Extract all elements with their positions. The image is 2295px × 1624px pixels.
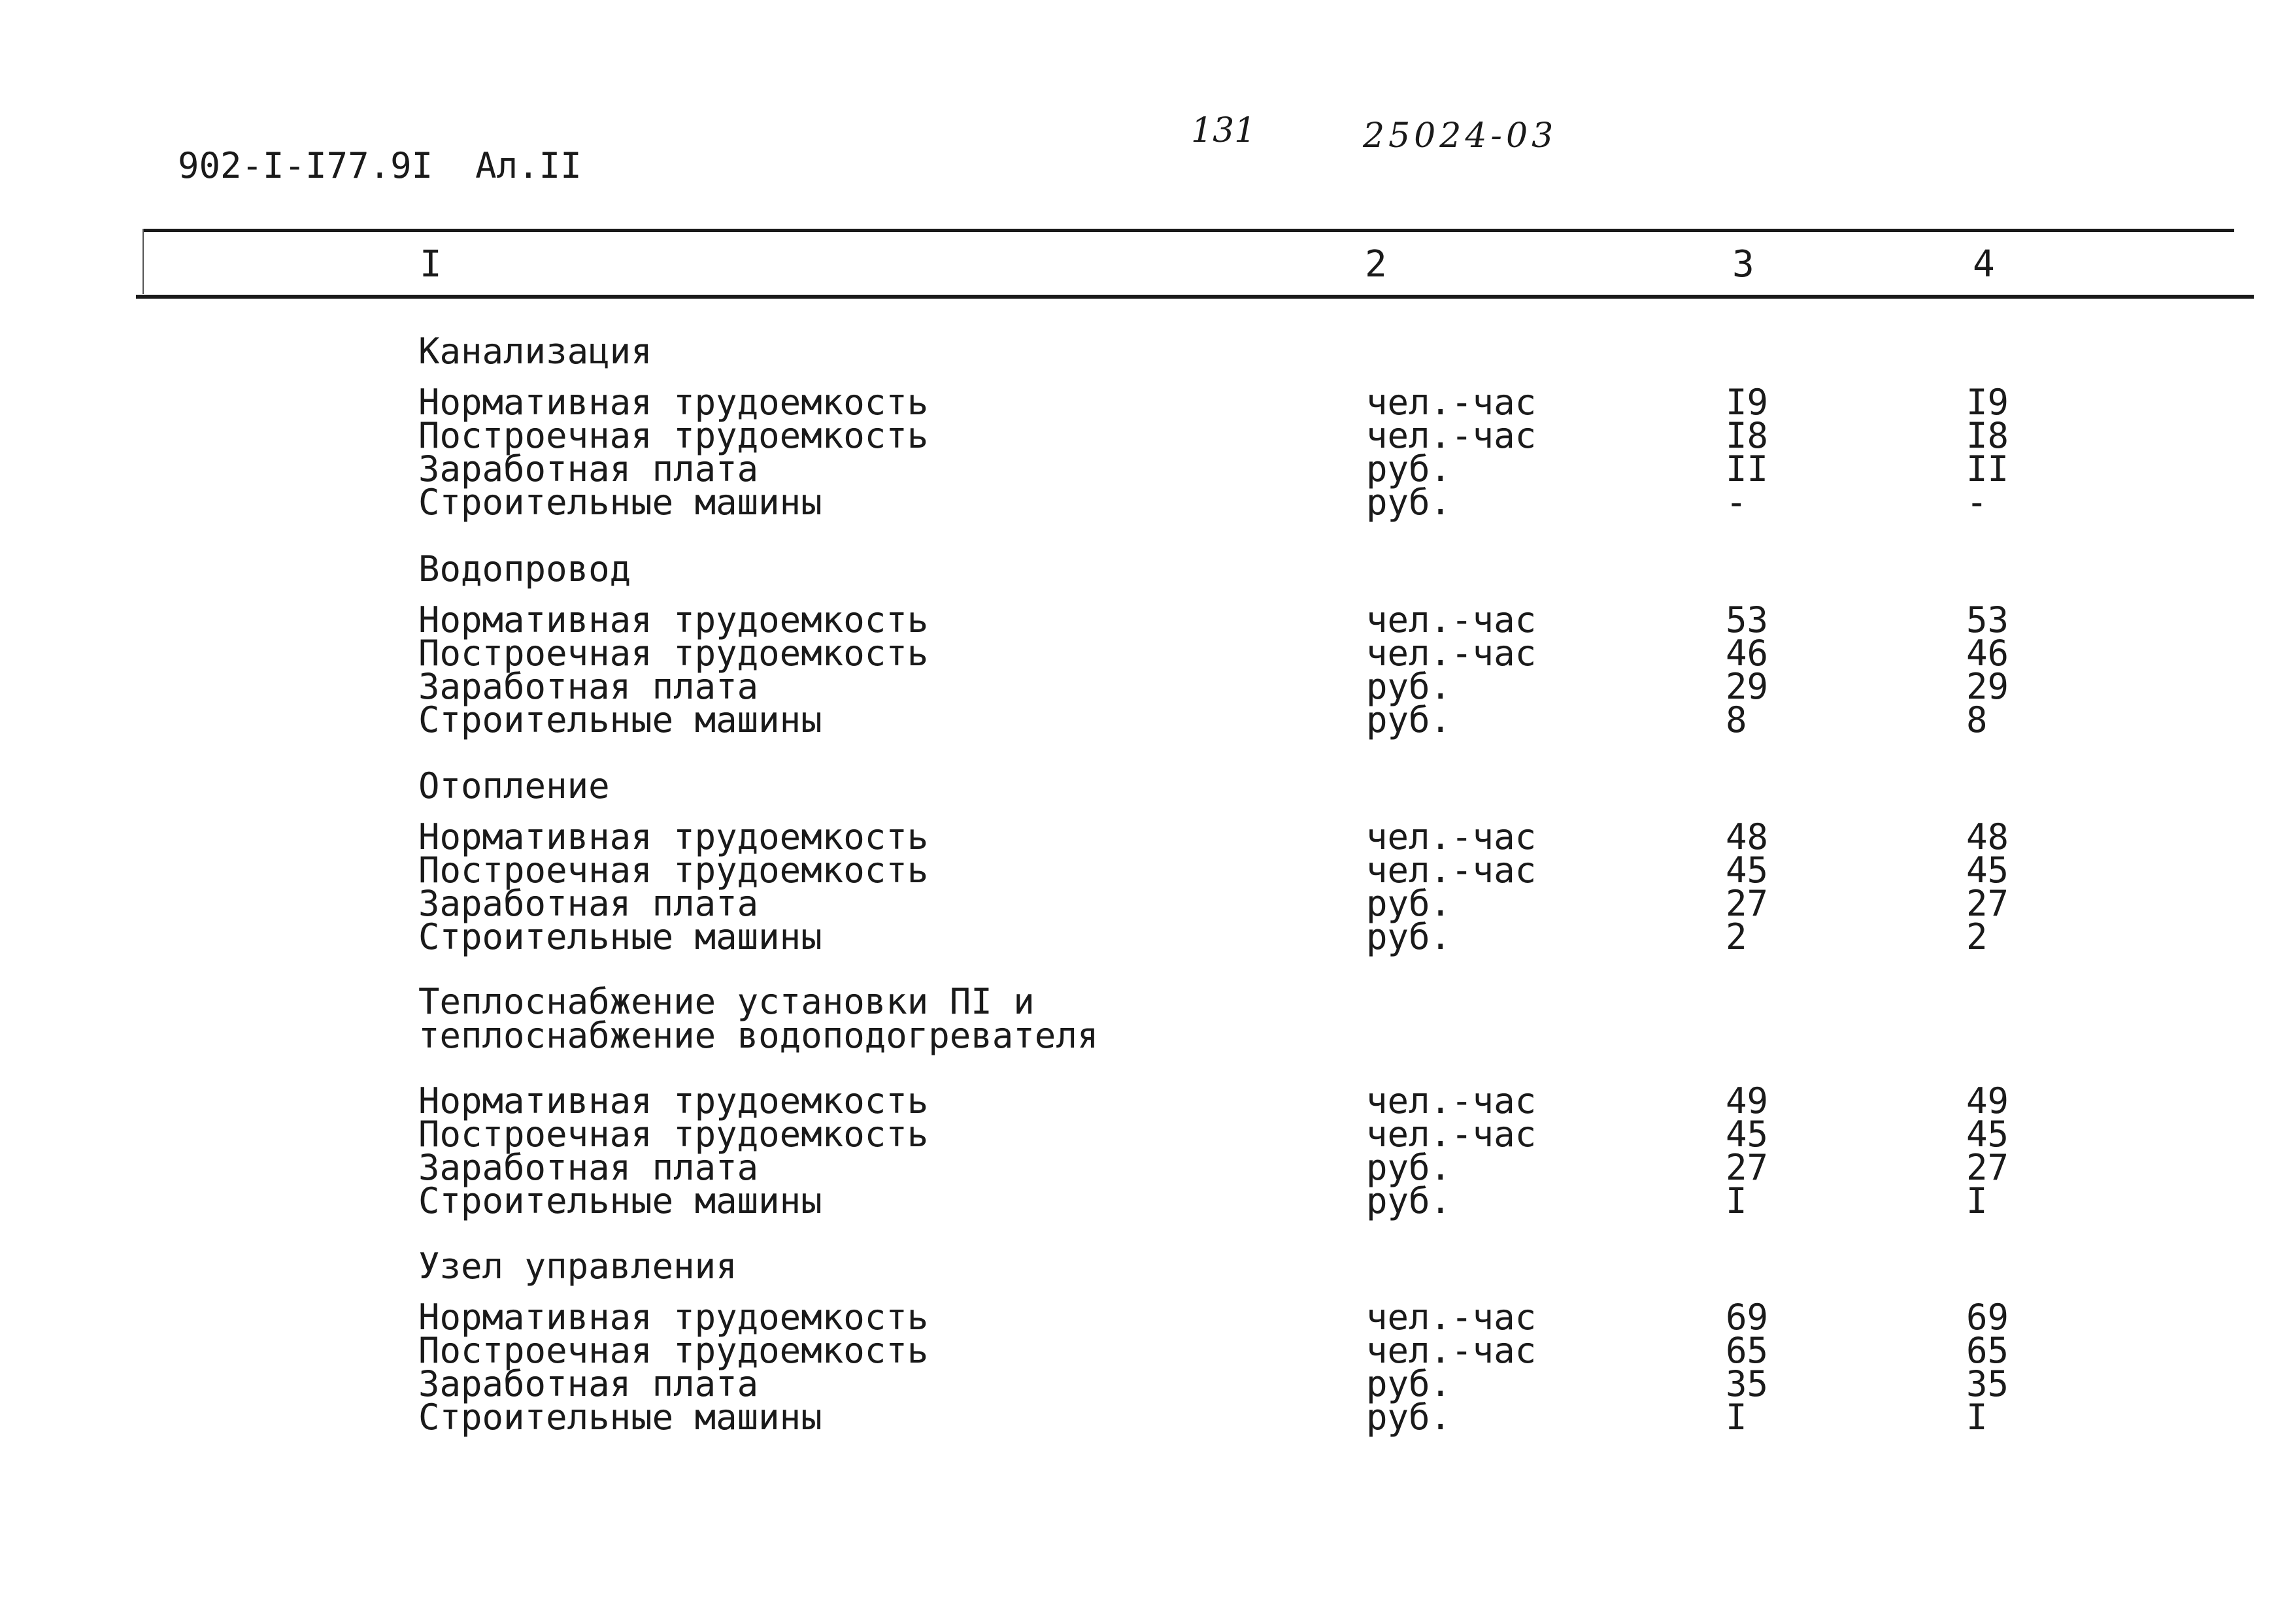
- row-label: Построечная трудоемкость: [418, 850, 929, 891]
- row-unit: руб.: [1366, 1180, 1452, 1221]
- row-value-col3: 65: [1726, 1330, 1769, 1371]
- row-unit: руб.: [1366, 448, 1452, 489]
- row-label: Строительные машины: [418, 1180, 822, 1221]
- table-left-edge: [142, 229, 144, 294]
- row-unit: руб.: [1366, 699, 1452, 740]
- row-label: Нормативная трудоемкость: [418, 599, 929, 640]
- row-value-col4: 45: [1966, 850, 2009, 891]
- row-value-col4: 49: [1966, 1080, 2009, 1121]
- table-row: [418, 448, 2249, 489]
- table-row: [418, 1397, 2249, 1438]
- row-value-col3: I: [1726, 1397, 1747, 1438]
- row-value-col3: I: [1726, 1180, 1747, 1221]
- column-header-3: 3: [1732, 243, 1754, 286]
- row-label: Построечная трудоемкость: [418, 633, 929, 674]
- row-value-col4: 29: [1966, 666, 2009, 707]
- table-row: [418, 850, 2249, 891]
- row-value-col3: 53: [1726, 599, 1769, 640]
- table-row: [418, 883, 2249, 924]
- table-header-rule: [136, 295, 2254, 299]
- row-value-col3: 46: [1726, 633, 1769, 674]
- table-row: [418, 699, 2249, 740]
- page-number: 131: [1191, 111, 1256, 150]
- row-value-col4: 45: [1966, 1114, 2009, 1155]
- row-unit: чел.-час: [1366, 633, 1537, 674]
- row-label: Заработная плата: [418, 1363, 759, 1404]
- row-value-col3: 69: [1726, 1297, 1769, 1338]
- row-value-col3: 27: [1726, 883, 1769, 924]
- table-top-rule: [142, 229, 2234, 232]
- section-title: Канализация: [418, 331, 652, 372]
- row-unit: руб.: [1366, 1147, 1452, 1188]
- row-value-col4: I: [1966, 1397, 1988, 1438]
- row-value-col3: 49: [1726, 1080, 1769, 1121]
- row-value-col4: 35: [1966, 1363, 2009, 1404]
- row-value-col3: 8: [1726, 699, 1747, 740]
- row-value-col4: II: [1966, 448, 2009, 489]
- table-row: [418, 1114, 2249, 1155]
- row-value-col3: 45: [1726, 1114, 1769, 1155]
- row-label: Нормативная трудоемкость: [418, 1297, 929, 1338]
- row-label: Нормативная трудоемкость: [418, 816, 929, 857]
- table-row: [418, 415, 2249, 456]
- row-unit: руб.: [1366, 916, 1452, 957]
- row-unit: руб.: [1366, 666, 1452, 707]
- row-label: Строительные машины: [418, 482, 822, 523]
- table-row: [418, 1363, 2249, 1404]
- row-unit: чел.-час: [1366, 816, 1537, 857]
- row-value-col3: 2: [1726, 916, 1747, 957]
- document-code: 902-I-I77.9I Ал.II: [178, 145, 582, 186]
- row-label: Заработная плата: [418, 666, 759, 707]
- row-value-col3: I9: [1726, 382, 1769, 423]
- table-row: [418, 599, 2249, 640]
- row-unit: чел.-час: [1366, 1114, 1537, 1155]
- table-row: [418, 1180, 2249, 1221]
- table-row: [418, 816, 2249, 857]
- row-unit: чел.-час: [1366, 1080, 1537, 1121]
- row-value-col3: I8: [1726, 415, 1769, 456]
- section-control-unit: [418, 1246, 2249, 1438]
- row-value-col4: 48: [1966, 816, 2009, 857]
- row-label: Нормативная трудоемкость: [418, 382, 929, 423]
- table-row: [418, 482, 2249, 523]
- row-unit: чел.-час: [1366, 1297, 1537, 1338]
- table-row: [418, 382, 2249, 423]
- row-value-col4: 53: [1966, 599, 2009, 640]
- row-label: Построечная трудоемкость: [418, 1114, 929, 1155]
- row-value-col4: 27: [1966, 1147, 2009, 1188]
- section-sewerage: [418, 331, 2249, 523]
- table-row: [418, 916, 2249, 957]
- row-value-col4: I8: [1966, 415, 2009, 456]
- column-header-2: 2: [1365, 243, 1387, 286]
- row-label: Заработная плата: [418, 448, 759, 489]
- row-value-col3: 29: [1726, 666, 1769, 707]
- row-value-col3: 45: [1726, 850, 1769, 891]
- row-value-col3: 48: [1726, 816, 1769, 857]
- row-value-col4: -: [1966, 482, 1988, 523]
- row-value-col3: II: [1726, 448, 1769, 489]
- table-row: [418, 1080, 2249, 1121]
- row-label: Построечная трудоемкость: [418, 415, 929, 456]
- row-label: Нормативная трудоемкость: [418, 1080, 929, 1121]
- row-unit: чел.-час: [1366, 599, 1537, 640]
- row-label: Строительные машины: [418, 1397, 822, 1438]
- row-unit: чел.-час: [1366, 1330, 1537, 1371]
- table-row: [418, 1297, 2249, 1338]
- row-value-col4: 2: [1966, 916, 1988, 957]
- section-title: Отопление: [418, 765, 610, 806]
- column-header-1: I: [420, 243, 442, 286]
- row-label: Заработная плата: [418, 883, 759, 924]
- row-value-col4: I9: [1966, 382, 2009, 423]
- row-value-col4: 8: [1966, 699, 1988, 740]
- row-unit: руб.: [1366, 883, 1452, 924]
- row-label: Заработная плата: [418, 1147, 759, 1188]
- row-unit: чел.-час: [1366, 415, 1537, 456]
- section-heating: [418, 765, 2249, 957]
- table-row: [418, 633, 2249, 674]
- row-unit: чел.-час: [1366, 382, 1537, 423]
- row-value-col3: 27: [1726, 1147, 1769, 1188]
- row-label: Построечная трудоемкость: [418, 1330, 929, 1371]
- section-heat-supply: [418, 981, 2249, 1221]
- row-value-col4: I: [1966, 1180, 1988, 1221]
- section-title: Водопровод: [418, 548, 631, 589]
- row-label: Строительные машины: [418, 916, 822, 957]
- section-water-supply: [418, 548, 2249, 740]
- row-value-col4: 65: [1966, 1330, 2009, 1371]
- row-label: Строительные машины: [418, 699, 822, 740]
- row-unit: руб.: [1366, 1397, 1452, 1438]
- row-value-col4: 69: [1966, 1297, 2009, 1338]
- row-value-col3: -: [1726, 482, 1747, 523]
- row-unit: чел.-час: [1366, 850, 1537, 891]
- row-value-col3: 35: [1726, 1363, 1769, 1404]
- document-number: 25024-03: [1363, 116, 1558, 156]
- row-unit: руб.: [1366, 1363, 1452, 1404]
- row-unit: руб.: [1366, 482, 1452, 523]
- row-value-col4: 46: [1966, 633, 2009, 674]
- section-title: Теплоснабжение установки ПI и теплоснабжение водоподогревателя: [418, 981, 1099, 1056]
- table-row: [418, 1147, 2249, 1188]
- table-row: [418, 666, 2249, 707]
- section-title: Узел управления: [418, 1246, 737, 1287]
- column-header-4: 4: [1973, 243, 1995, 286]
- row-value-col4: 27: [1966, 883, 2009, 924]
- table-row: [418, 1330, 2249, 1371]
